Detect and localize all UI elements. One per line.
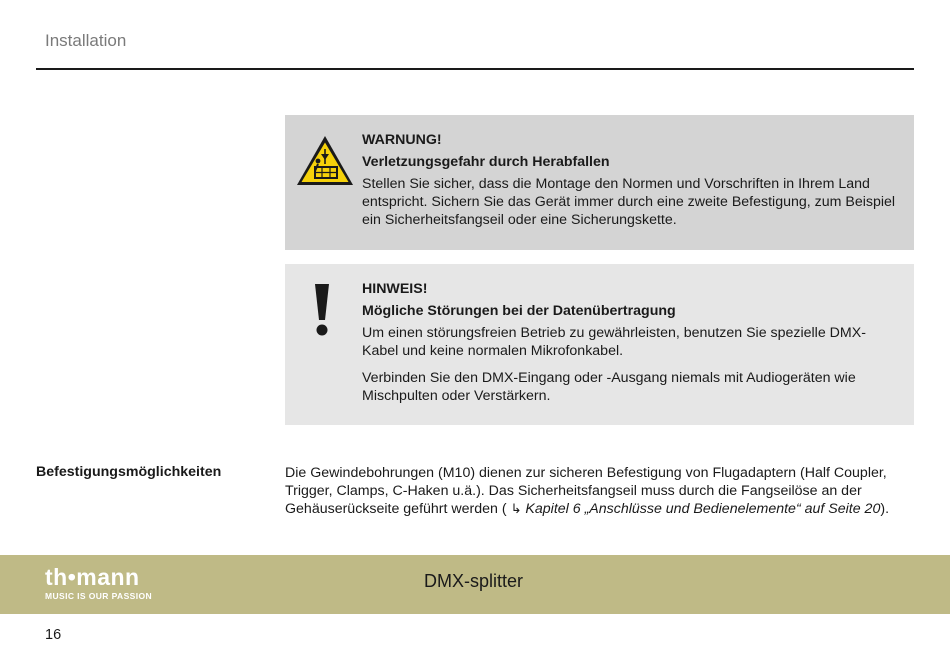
section-body-end: ). (880, 501, 890, 517)
product-name: DMX-splitter (424, 571, 524, 591)
notice-title: HINWEIS! (362, 281, 428, 297)
brand-logo (45, 565, 152, 601)
footer-band (0, 555, 950, 614)
falling-load-warning-icon (295, 134, 355, 193)
header-divider (36, 68, 914, 70)
page-section-title: Installation (45, 31, 127, 50)
section-body (285, 464, 915, 518)
warning-text: Stellen Sie sicher, dass die Montage den Normen und Vorschriften in Ihrem Land entspricht. Sichern Sie das Gerät immer durch eine zweite Befestigung, zum Beispiel ein Sicherheitsfangseil oder eine Sicherungskette. (362, 176, 896, 228)
exclamation-icon (311, 282, 333, 343)
chapter-reference-link[interactable]: Kapitel 6 „Anschlüsse und Bedienelemente“ auf Seite 20 (525, 501, 881, 517)
notice-paragraph: Verbinden Sie den DMX-Eingang oder -Ausgang niemals mit Audiogeräten wie Mischpulten oder Verstärkern. (362, 370, 856, 404)
notice-subtitle: Mögliche Störungen bei der Datenübertragung (362, 303, 676, 319)
section-body-text: Die Gewindebohrungen (M10) dienen zur sicheren Befestigung von Flugadaptern (Half Coupler, Trigger, Clamps, C-Haken u.ä.). Das Sicherheitsfangseil muss durch die Fangseilöse an der Gehäuserückseite geführt werden ( (285, 465, 887, 517)
warning-title: WARNUNG! (362, 132, 442, 148)
brand-slogan: MUSIC IS OUR PASSION (45, 591, 153, 601)
warning-subtitle: Verletzungsgefahr durch Herabfallen (362, 154, 610, 170)
notice-box (285, 264, 914, 425)
page-number: 16 (45, 627, 62, 643)
warning-box (285, 115, 914, 250)
reference-arrow-icon: ↳ (510, 501, 522, 516)
section-heading: Befestigungsmöglichkeiten (36, 464, 222, 480)
notice-paragraph: Um einen störungsfreien Betrieb zu gewährleisten, benutzen Sie spezielle DMX-Kabel und keine normalen Mikrofonkabel. (362, 325, 866, 359)
brand-name: th•mann (45, 564, 140, 590)
